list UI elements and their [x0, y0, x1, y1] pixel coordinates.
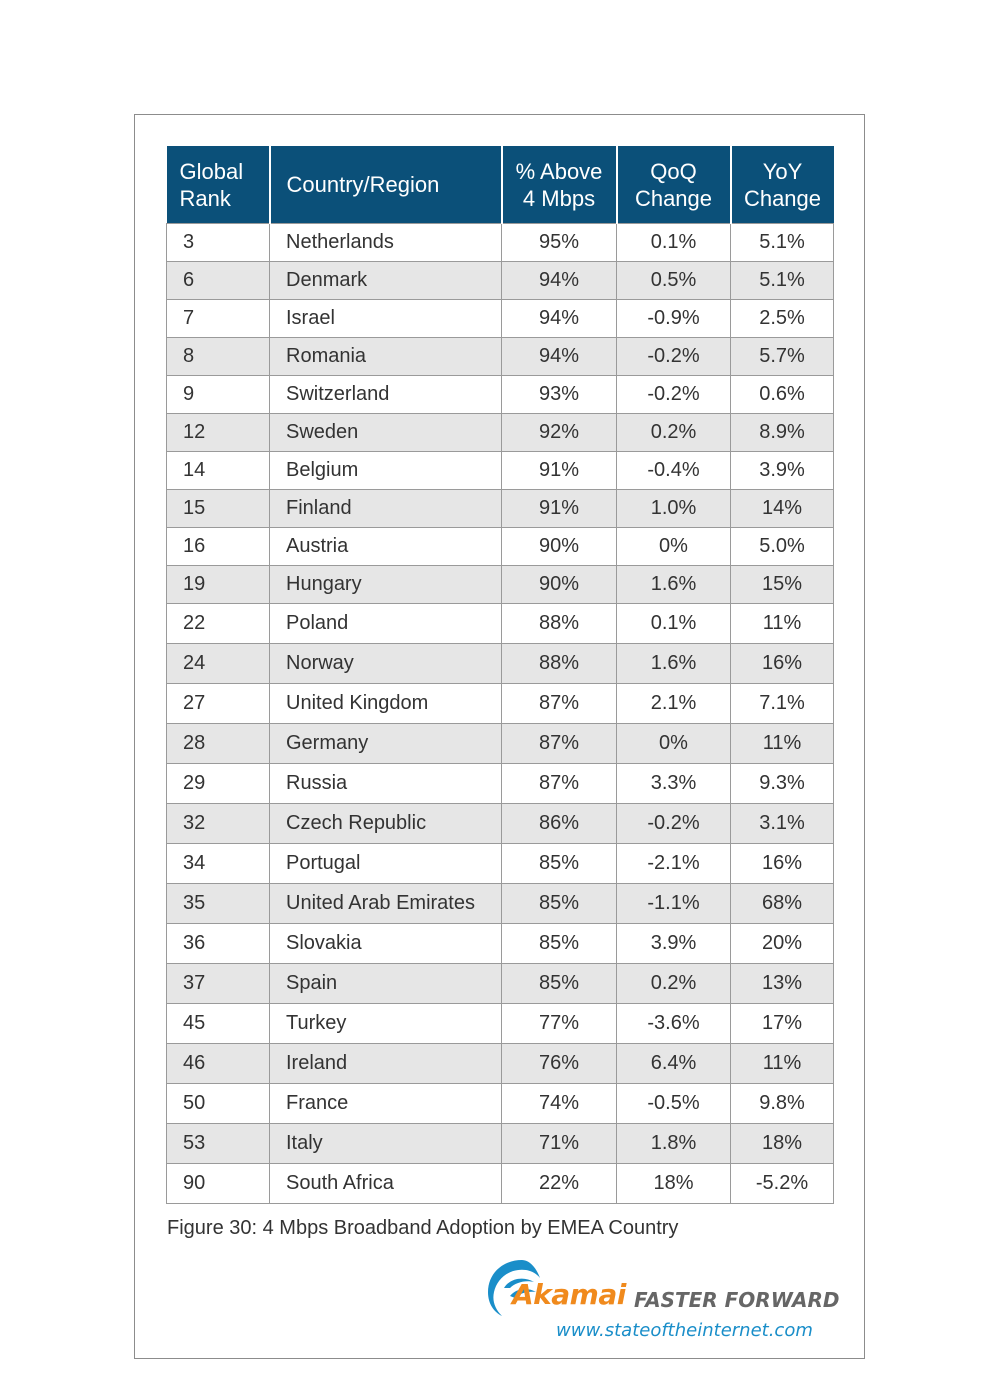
qoq-change-cell: 1.6% — [617, 566, 731, 604]
qoq-change-cell: 18% — [617, 1164, 731, 1204]
header-country-region — [270, 146, 502, 224]
table-row — [167, 414, 834, 452]
table-row — [167, 604, 834, 644]
qoq-change-cell: -3.6% — [617, 1004, 731, 1044]
qoq-change-cell: 0.2% — [617, 964, 731, 1004]
above-4mbps-cell: 85% — [502, 924, 617, 964]
above-4mbps-cell: 87% — [502, 684, 617, 724]
country-cell: Netherlands — [270, 224, 502, 262]
table-row — [167, 1164, 834, 1204]
yoy-change-cell: 11% — [731, 1044, 834, 1084]
country-cell: Switzerland — [270, 376, 502, 414]
table-row — [167, 376, 834, 414]
table-row — [167, 300, 834, 338]
table-row — [167, 1084, 834, 1124]
yoy-change-cell: 0.6% — [731, 376, 834, 414]
rank-cell: 9 — [167, 376, 270, 414]
rank-cell: 16 — [167, 528, 270, 566]
table-row — [167, 452, 834, 490]
above-4mbps-cell: 91% — [502, 452, 617, 490]
rank-cell: 3 — [167, 224, 270, 262]
table-body — [167, 224, 834, 1204]
qoq-change-cell: -0.9% — [617, 300, 731, 338]
header-qoq-change-line1: QoQ — [650, 158, 697, 184]
qoq-change-cell: -1.1% — [617, 884, 731, 924]
qoq-change-cell: -0.2% — [617, 338, 731, 376]
yoy-change-cell: 13% — [731, 964, 834, 1004]
country-cell: Czech Republic — [270, 804, 502, 844]
yoy-change-cell: 9.8% — [731, 1084, 834, 1124]
qoq-change-cell: -2.1% — [617, 844, 731, 884]
above-4mbps-cell: 85% — [502, 844, 617, 884]
rank-cell: 46 — [167, 1044, 270, 1084]
qoq-change-cell: 1.0% — [617, 490, 731, 528]
rank-cell: 24 — [167, 644, 270, 684]
qoq-change-cell: 0% — [617, 528, 731, 566]
above-4mbps-cell: 94% — [502, 262, 617, 300]
country-cell: Finland — [270, 490, 502, 528]
above-4mbps-cell: 90% — [502, 528, 617, 566]
qoq-change-cell: -0.4% — [617, 452, 731, 490]
table-row — [167, 724, 834, 764]
above-4mbps-cell: 85% — [502, 884, 617, 924]
yoy-change-cell: 14% — [731, 490, 834, 528]
country-cell: Austria — [270, 528, 502, 566]
rank-cell: 29 — [167, 764, 270, 804]
header-qoq-change-line2: Change — [634, 185, 713, 211]
qoq-change-cell: 1.8% — [617, 1124, 731, 1164]
above-4mbps-cell: 94% — [502, 300, 617, 338]
table-row — [167, 566, 834, 604]
country-cell: Hungary — [270, 566, 502, 604]
qoq-change-cell: 0.2% — [617, 414, 731, 452]
table-row — [167, 764, 834, 804]
table-row — [167, 224, 834, 262]
country-cell: Russia — [270, 764, 502, 804]
rank-cell: 7 — [167, 300, 270, 338]
qoq-change-cell: 1.6% — [617, 644, 731, 684]
rank-cell: 15 — [167, 490, 270, 528]
header-global-rank — [167, 146, 270, 224]
header-country-region-label: Country/Region — [286, 172, 440, 197]
qoq-change-cell: -0.2% — [617, 804, 731, 844]
table-row — [167, 1044, 834, 1084]
yoy-change-cell: 3.1% — [731, 804, 834, 844]
table-row — [167, 644, 834, 684]
header-yoy-change-line1: YoY — [762, 158, 803, 184]
rank-cell: 34 — [167, 844, 270, 884]
country-cell: Spain — [270, 964, 502, 1004]
rank-cell: 19 — [167, 566, 270, 604]
yoy-change-cell: 5.1% — [731, 262, 834, 300]
yoy-change-cell: -5.2% — [731, 1164, 834, 1204]
rank-cell: 6 — [167, 262, 270, 300]
country-cell: Poland — [270, 604, 502, 644]
table-row — [167, 804, 834, 844]
qoq-change-cell: 3.3% — [617, 764, 731, 804]
above-4mbps-cell: 87% — [502, 764, 617, 804]
brand-tagline: FASTER FORWARD — [634, 1288, 840, 1312]
qoq-change-cell: 2.1% — [617, 684, 731, 724]
yoy-change-cell: 11% — [731, 604, 834, 644]
yoy-change-cell: 8.9% — [731, 414, 834, 452]
rank-cell: 37 — [167, 964, 270, 1004]
header-above-4mbps-line2: 4 Mbps — [522, 185, 596, 211]
above-4mbps-cell: 87% — [502, 724, 617, 764]
header-above-4mbps-line1: % Above — [515, 158, 603, 184]
figure-caption: Figure 30: 4 Mbps Broadband Adoption by EMEA Country — [167, 1217, 679, 1239]
rank-cell: 53 — [167, 1124, 270, 1164]
broadband-adoption-table — [166, 146, 834, 1204]
country-cell: Romania — [270, 338, 502, 376]
above-4mbps-cell: 22% — [502, 1164, 617, 1204]
table-row — [167, 338, 834, 376]
above-4mbps-cell: 95% — [502, 224, 617, 262]
country-cell: Israel — [270, 300, 502, 338]
header-global-rank-line2: Rank — [179, 185, 231, 211]
yoy-change-cell: 18% — [731, 1124, 834, 1164]
header-qoq-change — [617, 146, 731, 224]
yoy-change-cell: 7.1% — [731, 684, 834, 724]
yoy-change-cell: 16% — [731, 844, 834, 884]
yoy-change-cell: 5.7% — [731, 338, 834, 376]
above-4mbps-cell: 77% — [502, 1004, 617, 1044]
header-global-rank-line1: Global — [179, 158, 244, 184]
rank-cell: 14 — [167, 452, 270, 490]
rank-cell: 12 — [167, 414, 270, 452]
rank-cell: 32 — [167, 804, 270, 844]
yoy-change-cell: 2.5% — [731, 300, 834, 338]
above-4mbps-cell: 93% — [502, 376, 617, 414]
above-4mbps-cell: 85% — [502, 964, 617, 1004]
country-cell: Norway — [270, 644, 502, 684]
yoy-change-cell: 11% — [731, 724, 834, 764]
country-cell: Sweden — [270, 414, 502, 452]
qoq-change-cell: 0% — [617, 724, 731, 764]
above-4mbps-cell: 74% — [502, 1084, 617, 1124]
country-cell: Belgium — [270, 452, 502, 490]
website-link[interactable]: www.stateoftheinternet.com — [556, 1320, 813, 1341]
qoq-change-cell: 6.4% — [617, 1044, 731, 1084]
table-row — [167, 490, 834, 528]
yoy-change-cell: 17% — [731, 1004, 834, 1044]
yoy-change-cell: 5.1% — [731, 224, 834, 262]
qoq-change-cell: -0.5% — [617, 1084, 731, 1124]
table-row — [167, 1004, 834, 1044]
qoq-change-cell: 0.1% — [617, 604, 731, 644]
header-yoy-change-line2: Change — [743, 185, 822, 211]
rank-cell: 22 — [167, 604, 270, 644]
rank-cell: 27 — [167, 684, 270, 724]
table-row — [167, 884, 834, 924]
above-4mbps-cell: 94% — [502, 338, 617, 376]
country-cell: South Africa — [270, 1164, 502, 1204]
rank-cell: 35 — [167, 884, 270, 924]
table-row — [167, 924, 834, 964]
akamai-logo — [482, 1254, 842, 1344]
yoy-change-cell: 9.3% — [731, 764, 834, 804]
table-row — [167, 1124, 834, 1164]
qoq-change-cell: 3.9% — [617, 924, 731, 964]
country-cell: United Kingdom — [270, 684, 502, 724]
yoy-change-cell: 15% — [731, 566, 834, 604]
header-yoy-change — [731, 146, 834, 224]
above-4mbps-cell: 90% — [502, 566, 617, 604]
yoy-change-cell: 16% — [731, 644, 834, 684]
rank-cell: 8 — [167, 338, 270, 376]
qoq-change-cell: 0.5% — [617, 262, 731, 300]
rank-cell: 45 — [167, 1004, 270, 1044]
above-4mbps-cell: 88% — [502, 604, 617, 644]
rank-cell: 28 — [167, 724, 270, 764]
yoy-change-cell: 5.0% — [731, 528, 834, 566]
country-cell: Denmark — [270, 262, 502, 300]
above-4mbps-cell: 71% — [502, 1124, 617, 1164]
qoq-change-cell: 0.1% — [617, 224, 731, 262]
rank-cell: 50 — [167, 1084, 270, 1124]
table-header-row — [167, 146, 834, 224]
above-4mbps-cell: 76% — [502, 1044, 617, 1084]
brand-name: Akamai — [512, 1278, 626, 1311]
table-row — [167, 844, 834, 884]
yoy-change-cell: 68% — [731, 884, 834, 924]
country-cell: France — [270, 1084, 502, 1124]
above-4mbps-cell: 88% — [502, 644, 617, 684]
country-cell: Ireland — [270, 1044, 502, 1084]
country-cell: Turkey — [270, 1004, 502, 1044]
rank-cell: 90 — [167, 1164, 270, 1204]
yoy-change-cell: 20% — [731, 924, 834, 964]
country-cell: Germany — [270, 724, 502, 764]
yoy-change-cell: 3.9% — [731, 452, 834, 490]
country-cell: Portugal — [270, 844, 502, 884]
rank-cell: 36 — [167, 924, 270, 964]
country-cell: Italy — [270, 1124, 502, 1164]
table-row — [167, 684, 834, 724]
country-cell: Slovakia — [270, 924, 502, 964]
above-4mbps-cell: 92% — [502, 414, 617, 452]
qoq-change-cell: -0.2% — [617, 376, 731, 414]
country-cell: United Arab Emirates — [270, 884, 502, 924]
table-row — [167, 964, 834, 1004]
header-above-4mbps — [502, 146, 617, 224]
table-row — [167, 528, 834, 566]
above-4mbps-cell: 86% — [502, 804, 617, 844]
above-4mbps-cell: 91% — [502, 490, 617, 528]
table-row — [167, 262, 834, 300]
